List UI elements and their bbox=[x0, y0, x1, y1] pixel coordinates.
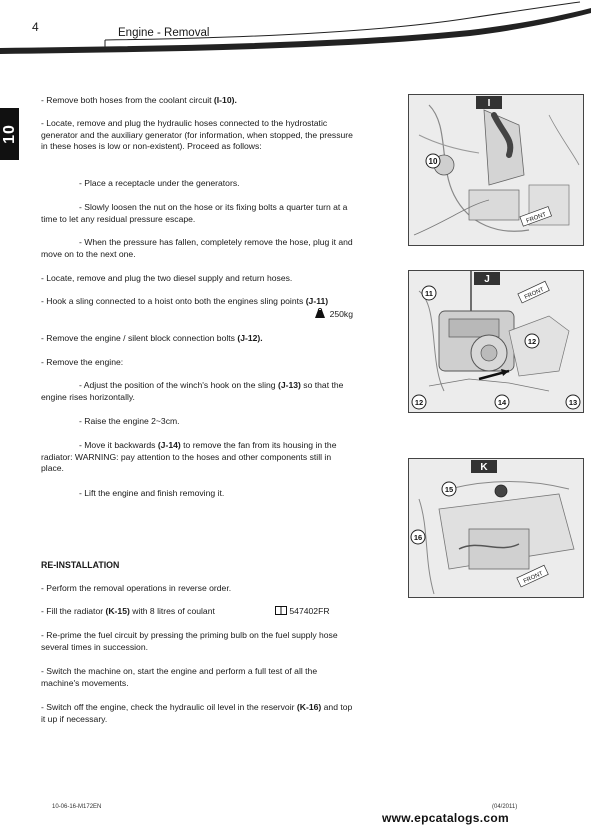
figure-k-front-label: FRONT bbox=[522, 570, 545, 585]
callout-11: 11 bbox=[425, 289, 433, 298]
step-hook-sling: - Hook a sling connected to a hoist onto both the engines sling points (J-11) 250kg bbox=[41, 296, 353, 319]
figure-j-letter: J bbox=[484, 274, 490, 285]
chapter-tab-label: 10 bbox=[0, 124, 18, 144]
step-remove-hose: - When the pressure has fallen, completely remove the hose, plug it and move on to the next one. bbox=[41, 237, 353, 259]
figure-j-front-label: FRONT bbox=[523, 286, 546, 301]
callout-12-right: 12 bbox=[527, 337, 537, 346]
step-hydraulic-hoses: - Locate, remove and plug the hydraulic hoses connected to the hydrostatic generator and the auxiliary generator (for information, when stopped, the pressure in these hoses is low or non-existent). Proceed as follows: bbox=[41, 118, 353, 151]
chapter-tab bbox=[0, 108, 19, 160]
step-diesel-hoses: - Locate, remove and plug the two diesel supply and return hoses. bbox=[41, 273, 293, 283]
step-reprime-fuel: - Re-prime the fuel circuit by pressing the priming bulb on the fuel supply hose several times in succession. bbox=[41, 630, 338, 652]
step-remove-bolts: - Remove the engine / silent block connection bolts (J-12). bbox=[41, 333, 263, 343]
weight-value: 250kg bbox=[329, 308, 353, 319]
step-test-movements: - Switch the machine on, start the engine and perform a full test of all the machine's movements. bbox=[41, 666, 318, 688]
callout-10: 10 bbox=[428, 157, 438, 166]
figure-i-letter: I bbox=[487, 98, 491, 109]
step-loosen-nut: - Slowly loosen the nut on the hose or its fixing bolts a quarter turn at a time to let any residual pressure escape. bbox=[41, 202, 348, 224]
step-remove-coolant-hoses: - Remove both hoses from the coolant circuit (I-10). bbox=[41, 95, 237, 105]
callout-16: 16 bbox=[413, 533, 423, 542]
step-reverse-order: - Perform the removal operations in reverse order. bbox=[41, 583, 232, 593]
watermark: www.epcatalogs.com bbox=[382, 811, 509, 825]
page-title: Engine - Removal bbox=[118, 27, 210, 39]
figure-k bbox=[408, 458, 584, 598]
figure-k-letter: K bbox=[480, 462, 488, 473]
step-place-receptacle: - Place a receptacle under the generators. bbox=[79, 178, 240, 188]
figure-i-front-label: FRONT bbox=[525, 211, 548, 225]
doc-date: (04/2011) bbox=[492, 804, 518, 810]
step-remove-engine: - Remove the engine: bbox=[41, 357, 124, 367]
step-fill-radiator: - Fill the radiator (K-15) with 8 litres of coulant 547402FR bbox=[41, 606, 330, 616]
weight-icon bbox=[313, 308, 327, 318]
page-number: 4 bbox=[32, 20, 39, 34]
callout-15: 15 bbox=[444, 485, 454, 494]
step-move-backwards: - Move it backwards (J-14) to remove the fan from its housing in the radiator: WARNING: pay attention to the hoses and other components still in place. bbox=[41, 440, 337, 473]
reference-doc-number: 547402FR bbox=[289, 606, 330, 616]
figure-i bbox=[408, 94, 584, 246]
step-check-oil: - Switch off the engine, check the hydraulic oil level in the reservoir (K-16) and top it up if necessary. bbox=[41, 702, 353, 724]
figure-j bbox=[408, 270, 584, 413]
callout-14: 14 bbox=[497, 398, 507, 407]
step-adjust-hook: - Adjust the position of the winch's hook on the sling (J-13) so that the engine rises horizontally. bbox=[41, 380, 344, 402]
section-heading-reinstallation: RE-INSTALLATION bbox=[41, 560, 120, 570]
step-lift-engine: - Lift the engine and finish removing it. bbox=[79, 488, 225, 498]
callout-13: 13 bbox=[568, 398, 578, 407]
callout-12-left: 12 bbox=[414, 398, 424, 407]
step-raise-engine: - Raise the engine 2~3cm. bbox=[79, 416, 180, 426]
doc-code: 10-06-16-M172EN bbox=[52, 804, 102, 810]
header-swoosh bbox=[0, 0, 591, 60]
book-icon bbox=[275, 606, 287, 615]
